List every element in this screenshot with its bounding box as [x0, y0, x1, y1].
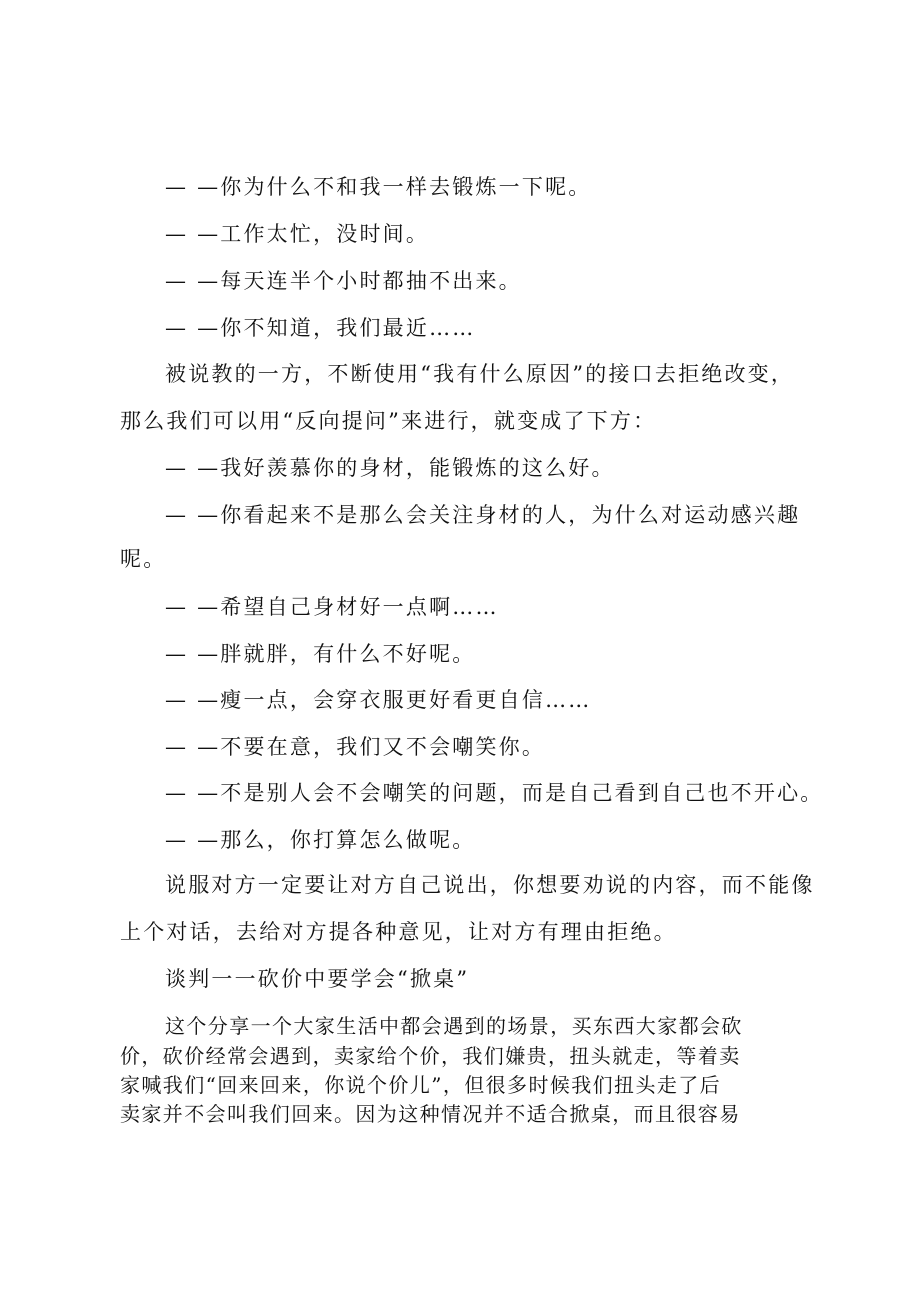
dialogue-line: — —瘦一点，会穿衣服更好看更自信……	[165, 688, 592, 712]
paragraph-line: 卖家并不会叫我们回来。因为这种情况并不适合掀桌，而且很容易	[120, 1102, 741, 1126]
dialogue-line: — —我好羡慕你的身材，能锻炼的这么好。	[165, 456, 615, 480]
dialogue-line-continued: 呢。	[120, 547, 167, 571]
dialogue-line: — —不是别人会不会嘲笑的问题，而是自己看到自己也不开心。	[165, 781, 824, 805]
dialogue-line: — —那么，你打算怎么做呢。	[165, 828, 476, 852]
dialogue-line: — —你不知道，我们最近……	[165, 316, 476, 340]
dialogue-line: — —你为什么不和我一样去锻炼一下呢。	[165, 175, 592, 199]
paragraph-line: 那么我们可以用“反向提问”来进行，就变成了下方：	[120, 409, 657, 433]
paragraph-line: 家喊我们“回来回来，你说个价儿”，但很多时候我们扭头走了后	[120, 1073, 722, 1097]
paragraph-line: 上个对话，去给对方提各种意见，让对方有理由拒绝。	[120, 920, 677, 944]
dialogue-line: — —你看起来不是那么会关注身材的人，为什么对运动感兴趣	[165, 503, 801, 527]
paragraph-line: 这个分享一个大家生活中都会遇到的场景，买东西大家都会砍	[165, 1014, 743, 1038]
dialogue-line: — —工作太忙，没时间。	[165, 222, 430, 246]
dialogue-line: — —胖就胖，有什么不好呢。	[165, 642, 476, 666]
paragraph-line: 说服对方一定要让对方自己说出，你想要劝说的内容，而不能像	[165, 873, 815, 897]
dialogue-line: — —希望自己身材好一点啊……	[165, 595, 499, 619]
paragraph-line: 价，砍价经常会遇到，卖家给个价，我们嫌贵，扭头就走，等着卖	[120, 1044, 741, 1068]
dialogue-line: — —每天连半个小时都抽不出来。	[165, 269, 522, 293]
section-heading: 谈判一一砍价中要学会“掀桌”	[165, 967, 470, 991]
dialogue-line: — —不要在意，我们又不会嘲笑你。	[165, 735, 546, 759]
paragraph-line: 被说教的一方，不断使用“我有什么原因”的接口去拒绝改变，	[165, 362, 795, 386]
